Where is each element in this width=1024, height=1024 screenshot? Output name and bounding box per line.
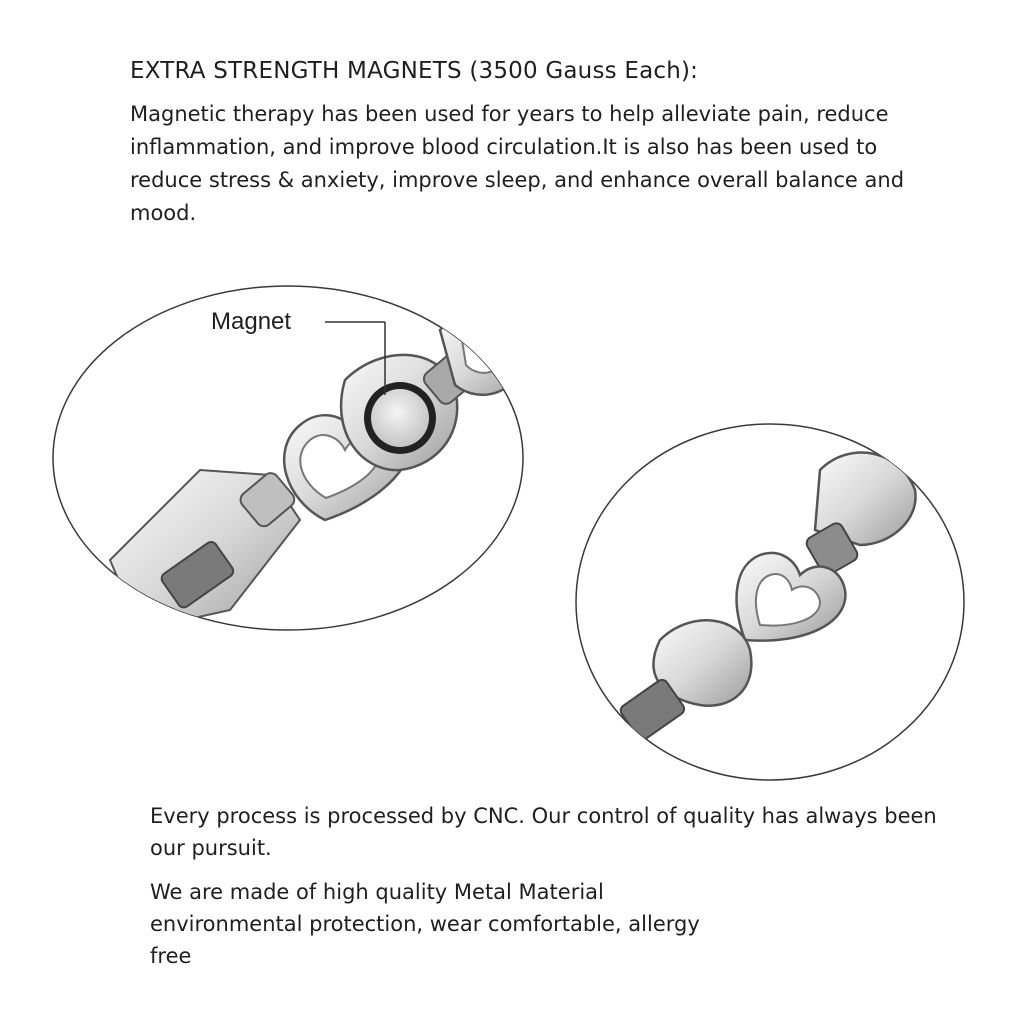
- material-paragraph: We are made of high quality Metal Material environmental protection, wear comfortable, allergy free: [150, 880, 700, 968]
- closeup-circle-hearts: [576, 424, 964, 780]
- section-heading: EXTRA STRENGTH MAGNETS (3500 Gauss Each):: [130, 58, 699, 84]
- magnet-callout-label: Magnet: [211, 308, 292, 335]
- intro-paragraph: Magnetic therapy has been used for years to help alleviate pain, reduce inflammation, and improve blood circulation.It is also has been used to reduce stress & anxiety, improve sleep, and enhance overall balance and mood.: [130, 102, 905, 225]
- closeup-circle-magnet: [53, 286, 530, 630]
- cnc-quality-paragraph: Every process is processed by CNC. Our control of quality has always been our pursuit.: [150, 804, 937, 860]
